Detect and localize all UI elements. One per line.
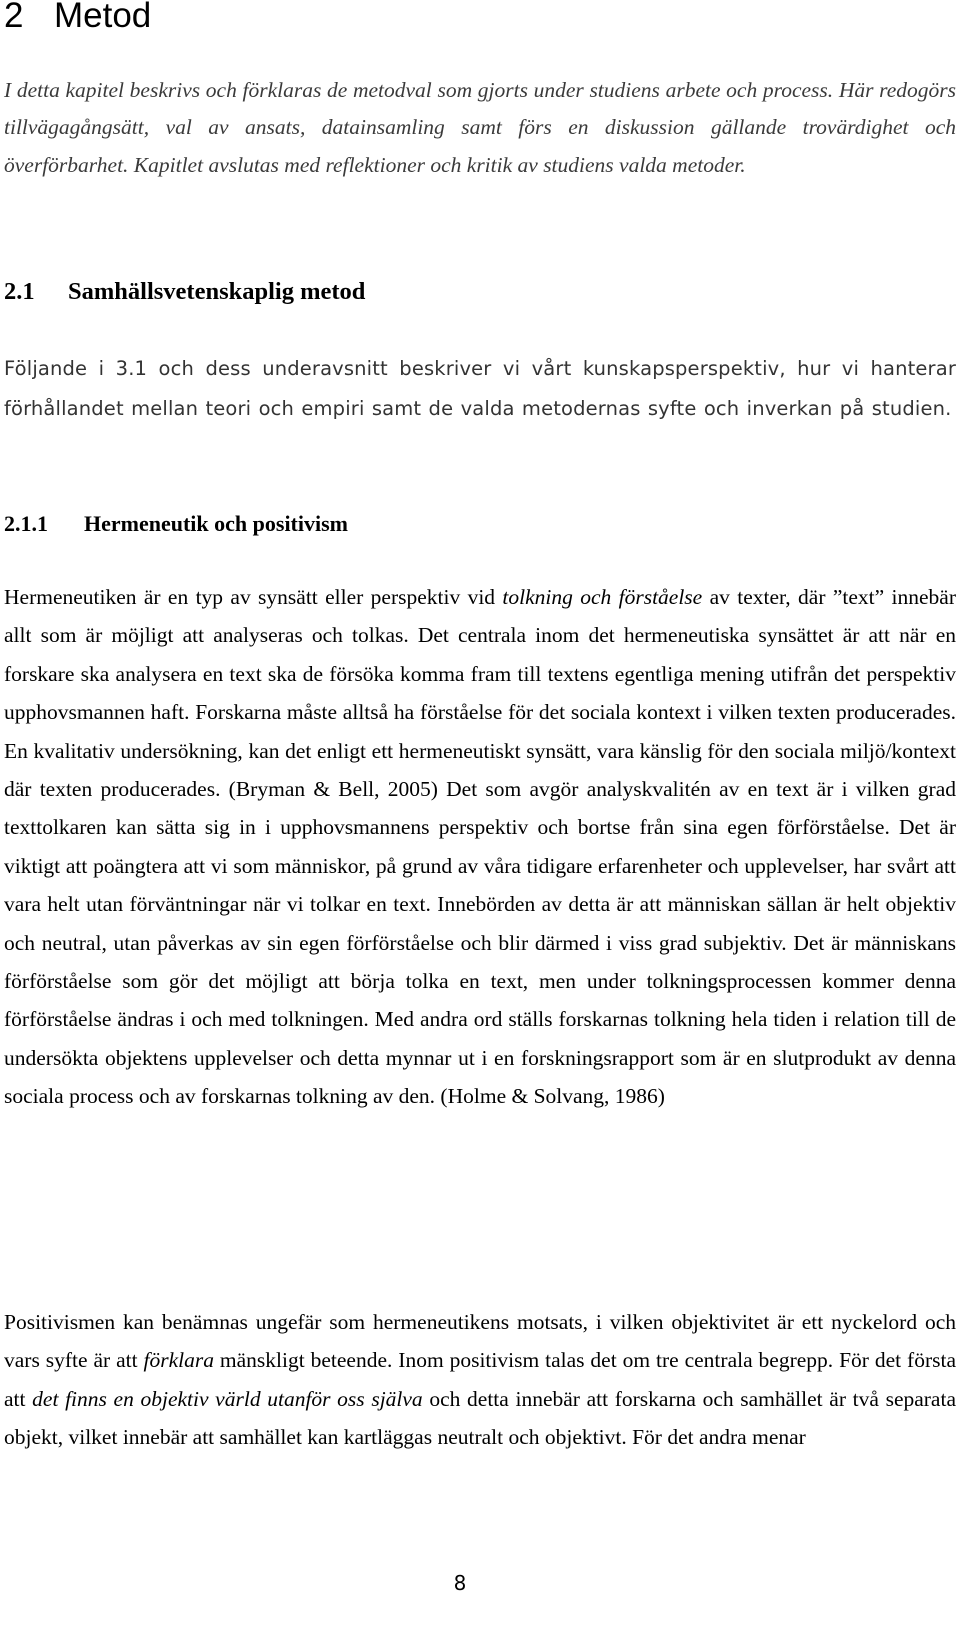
section-title: Samhällsvetenskaplig metod [68, 278, 366, 305]
positivism-paragraph: Positivismen kan benämnas ungefär som hermeneutikens motsats, i vilken objektivitet är ett nyckelord och vars syfte är att förklara mänskligt beteende. Inom positivism talas det om tre centrala begrepp. För det första att det finns en objektiv värld utanför oss själva och detta innebär att forskarna och samhället är två separata objekt, vilket innebär att samhället kan kartläggas neutralt och objektivt. För det andra menar [4, 1310, 956, 1450]
emphasis-objektiv-varld: det finns en objektiv värld utanför oss själva [32, 1386, 423, 1411]
emphasis-forklara: förklara [143, 1348, 214, 1373]
subsection-title: Hermeneutik och positivism [84, 511, 348, 536]
section-heading-2-1 [4, 275, 365, 309]
emphasis-tolkning: tolkning och förståelse [502, 585, 703, 609]
section-2-1-paragraph: Följande i 3.1 och dess underavsnitt beskriver vi vårt kunskapsperspektiv, hur vi hanterar förhållandet mellan teori och empiri samt de valda metodernas syfte och inverkan på studien. [4, 357, 956, 420]
subsection-number: 2.1.1 [4, 511, 48, 536]
section-heading-2-1-1 [4, 507, 348, 541]
chapter-heading [4, 0, 151, 36]
section-number: 2.1 [4, 278, 35, 305]
page-number: 8 [453, 1571, 467, 1595]
hermeneutics-paragraph: Hermeneutiken är en typ av synsätt eller perspektiv vid tolkning och förståelse av texter, där ”text” innebär allt som är möjligt att analyseras och tolkas. Det centrala inom det hermeneutiska synsättet är att när en forskare ska analysera en text ska de försöka komma fram till textens egentliga mening utifrån det perspektiv upphovsmannen haft. Forskarna måste alltså ha förståelse för det sociala kontext i vilken texten producerades. En kvalitativ undersökning, kan det enligt ett hermeneutiskt synsätt, vara känslig för den sociala miljö/kontext där texten producerades. (Bryman & Bell, 2005) Det som avgör analyskvalitén av en text är i vilken grad texttolkaren kan sätta sig in i upphovsmannens perspektiv och bortse från sina egen förförståelse. Det är viktigt att poängtera att vi som människor, på grund av våra tidigare erfarenheter och upplevelser, har svårt att vara helt utan förväntningar när vi tolkar en text. Innebörden av detta är att människan sällan är helt objektiv och neutral, utan påverkas av sin egen förförståelse och blir därmed i viss grad subjektiv. Det är människans förförståelse som gör det möjligt att börja tolka en text, men under tolkningsprocessen kommer denna förförståelse ändras i och med tolkningen. Med andra ord ställs forskarnas tolkning hela tiden i relation till de undersökta objektens upplevelser och detta mynnar ut i en forskningsrapport som är en slutprodukt av denna sociala process och av forskarnas tolkning av den. (Holme & Solvang, 1986) [4, 585, 956, 1109]
chapter-title: Metod [54, 0, 152, 35]
chapter-number: 2 [4, 0, 24, 35]
chapter-intro: I detta kapitel beskrivs och förklaras de metodval som gjorts under studiens arbete och process. Här redogörs tillvägagångsätt, val av ansats, datainsamling samt förs en diskussion gällande trovärdighet och överförbarhet. Kapitlet avslutas med reflektioner och kritik av studiens valda metoder. [4, 78, 956, 177]
